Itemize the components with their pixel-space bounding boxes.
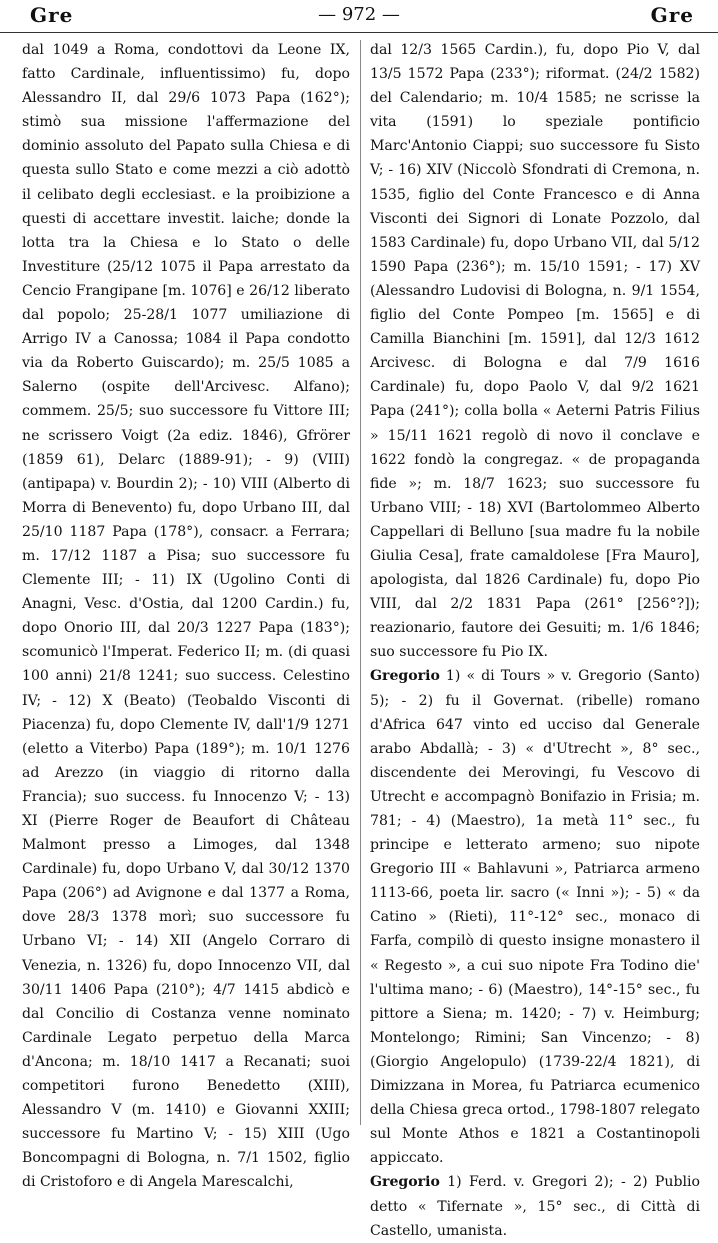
running-head-left: Gre xyxy=(30,3,74,27)
running-head-right: Gre xyxy=(650,3,694,27)
right-column xyxy=(370,38,700,1239)
column-divider xyxy=(360,40,361,1125)
left-column xyxy=(22,38,350,1191)
entry-gregorio-2 xyxy=(370,1170,700,1242)
entry-gregorio-1 xyxy=(370,664,700,1170)
entry-text-continued-right: dal 12/3 1565 Cardin.), fu, dopo Pio V, dal 13/5 1572 Papa (233°); riformat. (24/2 1582) del Calendario; m. 10/4 1585; ne scrisse la vita (1591) lo speziale pontificio Marc'Antonio Ciappi; suo successore fu Sisto V; - 16) XIV (Niccolò Sfondrati di Cremona, n. 1535, figlio del Conte Francesco e di Anna Visconti dei Signori di Lonate Pozzolo, dal 1583 Cardinale) fu, dopo Urbano VII, dal 5/12 1590 Papa (236°); m. 15/10 1591; - 17) XV (Alessandro Ludovisi di Bologna, n. 9/1 1554, figlio del Conte Pompeo [m. 1565] e di Camilla Bianchini [m. 1591], dal 12/3 1612 Arcivesc. di Bologna e dal 7/9 1616 Cardinale) fu, dopo Paolo V, dal 9/2 1621 Papa (241°); colla bolla « Aeterni Patris Filius » 15/11 1621 regolò di novo il conclave e 1622 fondò la congregaz. « de propaganda fide »; m. 18/7 1623; suo successore fu Urbano VIII; - 18) XVI (Bartolommeo Alberto Cappellari di Belluno [sua madre fu la nobile Giulia Cesa], frate camaldolese [Fra Mauro], apologista, dal 1826 Cardinale) fu, dopo Pio VIII, dal 2/2 1831 Papa (261° [256°?]); reazionario, fautore dei Gesuiti; m. 1/6 1846; suo successore fu Pio IX. xyxy=(370,42,700,661)
entry-body: 1) Ferd. v. Gregori 2); - 2) Publio detto « Tifernate », 15° sec., di Città di Castello, umanista. xyxy=(370,1174,700,1239)
entry-body: 1) « di Tours » v. Gregorio (Santo) 5); - 2) fu il Governat. (ribelle) romano d'Africa 647 vinto ed ucciso dal Generale arabo Abdallà; - 3) « d'Utrecht », 8° sec., discendente dei Merovingi, fu Vescovo di Utrecht e accompagnò Bonifazio in Frisia; m. 781; - 4) (Maestro), 1a metà 11° sec., fu principe e letterato armeno; suo nipote Gregorio III « Bahlavuni », Patriarca armeno 1113-66, poeta lir. sacro (« Inni »); - 5) « da Catino » (Rieti), 11°-12° sec., monaco di Farfa, compilò di questo insigne monastero il « Regesto », a cui suo nipote Fra Todino die' l'ultima mano; - 6) (Maestro), 14°-15° sec., fu pittore a Siena; m. 1420; - 7) v. Heimburg; Montelongo; Rimini; San Vincenzo; - 8) (Giorgio Angelopulo) (1739-22/4 1821), di Dimizzana in Morea, fu Patriarca ecumenico della Chiesa greca ortod., 1798-1807 relegato sul Monte Athos e 1821 a Costantinopoli appiccato. xyxy=(370,668,700,1167)
page-number: — 972 — xyxy=(318,4,400,25)
entry-heading: Gregorio xyxy=(370,668,440,685)
entry-text-continued: dal 1049 a Roma, condottovi da Leone IX, fatto Cardinale, influentissimo) fu, dopo Alessandro II, dal 29/6 1073 Papa (162°); stimò sua missione l'affermazione del dominio assoluto del Papato sulla Chiesa e di questa sullo Stato e come mezzi a ciò adottò il celibato degli ecclesiast. e la proibizione a questi di accettare investit. laiche; donde la lotta tra la Chiesa e lo Stato o delle Investiture (25/12 1075 il Papa arrestato da Cencio Frangipane [m. 1076] e 26/12 liberato dal popolo; 25-28/1 1077 umiliazione di Arrigo IV a Canossa; 1084 il Papa condotto via da Roberto Guiscardo); m. 25/5 1085 a Salerno (ospite dell'Arcivesc. Alfano); commem. 25/5; suo successore fu Vittore III; ne scrissero Voigt (2a ediz. 1846), Gfrörer (1859 61), Delarc (1889-91); - 9) (VIII) (antipapa) v. Bourdin 2); - 10) VIII (Alberto di Morra di Benevento) fu, dopo Urbano III, dal 25/10 1187 Papa (178°), consacr. a Ferrara; m. 17/12 1187 a Pisa; suo successore fu Clemente III; - 11) IX (Ugolino Conti di Anagni, Vesc. d'Ostia, dal 1200 Cardin.) fu, dopo Onorio III, dal 20/3 1227 Papa (183°); scomunicò l'Imperat. Federico II; m. (di quasi 100 anni) 21/8 1241; suo success. Celestino IV; - 12) X (Beato) (Teobaldo Visconti di Piacenza) fu, dopo Clemente IV, dall'1/9 1271 (eletto a Viterbo) Papa (189°); m. 10/1 1276 ad Arezzo (in viaggio di ritorno dalla Francia); suo success. fu Innocenzo V; - 13) XI (Pierre Roger de Beaufort di Château Malmont presso a Limoges, dal 1348 Cardinale) fu, dopo Urbano V, dal 30/12 1370 Papa (206°) ad Avignone e dal 1377 a Roma, dove 28/3 1378 morì; suo successore fu Urbano VI; - 14) XII (Angelo Corraro di Venezia, n. 1326) fu, dopo Innocenzo VII, dal 30/11 1406 Papa (210°); 4/7 1415 abdicò e dal Concilio di Costanza venne nominato Cardinale Legato perpetuo della Marca d'Ancona; m. 18/10 1417 a Recanati; suoi competitori furono Benedetto (XIII), Alessandro V (m. 1410) e Giovanni XXIII; successore fu Martino V; - 15) XIII (Ugo Boncompagni di Bologna, n. 7/1 1502, figlio di Cristoforo e di Angela Marescalchi, xyxy=(22,42,350,1191)
page-header xyxy=(0,0,718,33)
entry-heading: Gregorio xyxy=(370,1174,440,1191)
